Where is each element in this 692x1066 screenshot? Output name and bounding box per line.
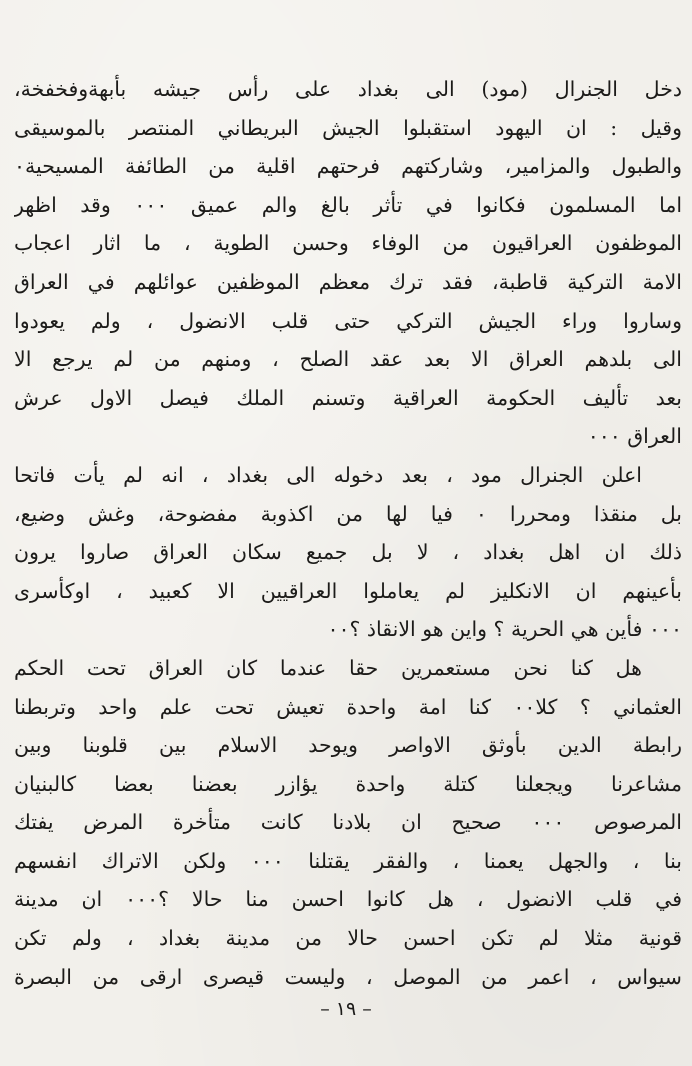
text-line: ذلك ان اهل بغداد ، لا بل جميع سكان العراق صاروا يرون: [14, 540, 682, 565]
text-line: هل كنا نحن مستعمرين حقا عندما كان العراق تحت الحكم: [14, 655, 642, 680]
text-line: بأعينهم ان الانكليز لم يعاملوا العراقيين الا كعبيد ، اوكأسرى: [14, 578, 682, 603]
text-line: مشاعرنا ويجعلنا كتلة واحدة يؤازر بعضنا بعضا كالبنيان: [14, 771, 682, 796]
text-line: بل منقذا ومحررا ٠ فيا لها من اكذوبة مفضوحة، وغش وضيع،: [14, 501, 682, 526]
text-line: سيواس ، اعمر من الموصل ، وليست قيصرى ارقى من البصرة: [14, 964, 682, 989]
text-line: اعلن الجنرال مود ، بعد دخوله الى بغداد ، انه لم يأت فاتحا: [14, 462, 642, 487]
body-text: [14, 70, 682, 996]
text-line: قونية مثلا لم تكن احسن حالا من مدينة بغداد ، ولم تكن: [14, 926, 682, 951]
text-line: والطبول والمزامير، وشاركتهم فرحتهم اقلية من الطائفة المسيحية٠: [14, 154, 682, 179]
text-line: رابطة الدين بأوثق الاواصر ويوحد الاسلام بين قلوبنا وبين: [14, 733, 682, 758]
text-line: وقيل : ان اليهود استقبلوا الجيش البريطاني المنتصر بالموسيقى: [14, 115, 682, 140]
text-line: المرصوص ٠٠٠ صحيح ان بلادنا كانت متأخرة المرض يفتك: [14, 810, 682, 835]
text-line: الامة التركية قاطبة، فقد ترك معظم الموظفين عوائلهم في العراق: [14, 269, 682, 294]
text-line: الموظفون العراقيون من الوفاء وحسن الطوية ، ما اثار اعجاب: [14, 231, 682, 256]
text-line: بعد تأليف الحكومة العراقية وتسنم الملك فيصل الاول عرش: [14, 385, 682, 410]
text-line: العراق ٠٠٠: [587, 424, 682, 449]
text-line: العثماني ؟ كلا٠٠ كنا امة واحدة تعيش تحت علم واحد وتربطنا: [14, 694, 682, 719]
page-number: – ١٩ –: [320, 998, 372, 1020]
text-line: اما المسلمون فكانوا في تأثر بالغ والم عميق ٠٠٠ وقد اظهر: [14, 192, 682, 217]
text-line: دخل الجنرال (مود) الى بغداد على رأس جيشه بأبهةوفخفخة،: [14, 77, 682, 101]
text-line: ٠٠٠ فأين هي الحرية ؟ واين هو الانقاذ ؟٠٠: [327, 617, 682, 642]
text-line: الى بلدهم العراق الا بعد عقد الصلح ، ومنهم من لم يرجع الا: [14, 347, 682, 372]
text-line: بنا ، والجهل يعمنا ، والفقر يقتلنا ٠٠٠ ولكن الاتراك انفسهم: [14, 848, 682, 873]
text-line: وساروا وراء الجيش التركي حتى قلب الانضول ، ولم يعودوا: [14, 308, 682, 333]
text-line: في قلب الانضول ، هل كانوا احسن منا حالا ؟٠٠٠ ان مدينة: [14, 887, 682, 912]
